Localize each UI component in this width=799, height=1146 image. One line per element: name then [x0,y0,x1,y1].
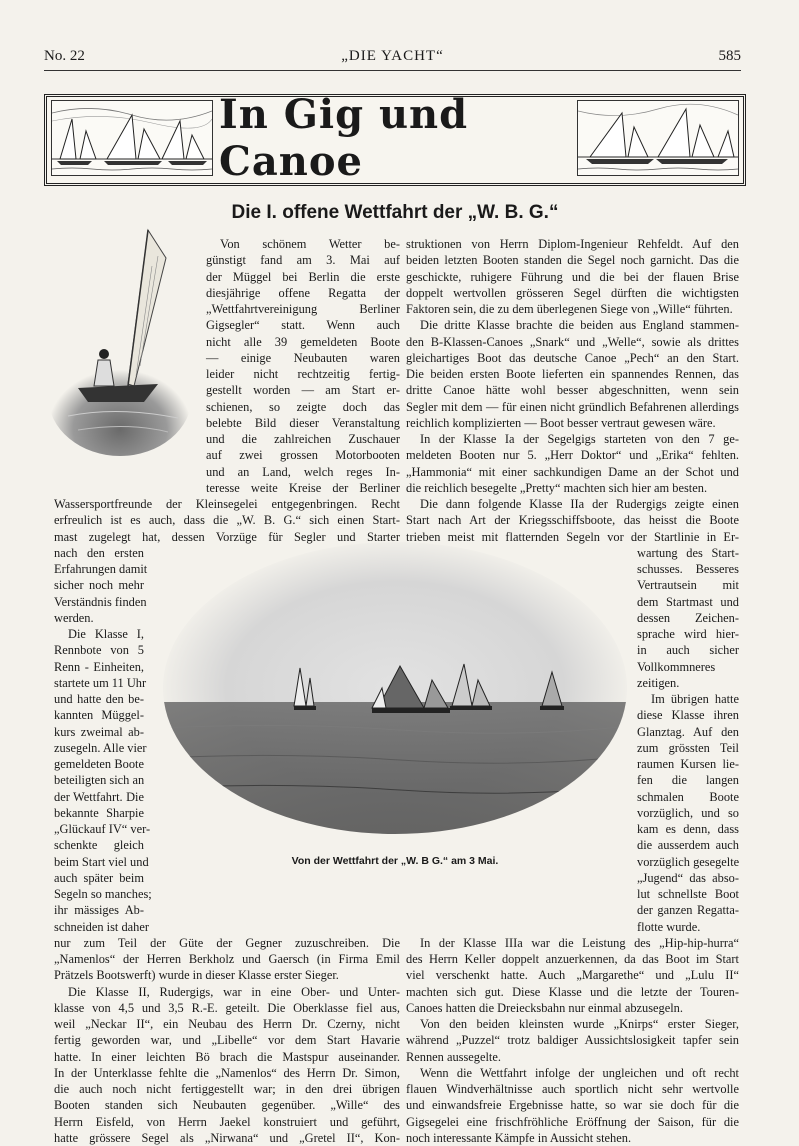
text-line: Booten standen sich Neubauten gegenüber. „Wille“ des [54,1098,400,1113]
page-number: 585 [718,48,741,64]
text-line: belebte Bild dieser Veranstaltung [206,415,400,430]
text-line: dritte Canoe hätte wohl besser abgeschnitten, wenn sein [406,383,739,398]
text-line: der ganzen Regatta- [637,903,739,918]
text-line: während „Puzzel“ trotz baldiger Aussichtslosigkeit tapfer sein [406,1033,739,1048]
text-line: teresse weite Kreise der Berliner [206,480,400,495]
section-title: In Gig und Canoe [219,91,469,185]
text-line: Vollkommneres [637,659,716,674]
text-line: zeitigen. [637,675,680,690]
text-line: Von schönem Wetter be- [220,237,400,251]
text-line: noch interessante Kämpfe in Aussicht stehen. [406,1130,632,1145]
text-line: der Müggel bei Berlin die erste [206,269,400,284]
text-line: Rennen aussegelte. [406,1049,501,1064]
sailboats-illustration-right [577,100,739,176]
text-line: hatte grössere Segel als „Nirwana“ und „Gretel II“, Kon- [54,1130,400,1145]
text-line: die auch noch nicht fertiggestellt war; in den drei übrigen [54,1082,400,1096]
article-title: Die I. offene Wettfahrt der „W. B. G.“ [231,202,559,223]
text-line: flauen Windverhältnisse auch sportlich nicht sehr wertvolle [406,1082,739,1096]
text-line: schneiden ist daher [54,919,149,934]
text-line: meldeten Booten nur 5. „Herr Doktor“ und „Erika“ fehlten. [406,448,739,463]
text-line: Rennbote von 5 [54,643,144,658]
text-line: Gigsegelei eine frischfröhliche Eröffnung der Saison, für die [406,1114,739,1129]
text-line: flotte wurde. [637,919,701,934]
text-line: In der Klasse IIIa war die Leistung des „Hip-hip-hurra“ [420,935,739,950]
text-line: Segeln so manches; [54,887,152,901]
text-line: kannten Müggel- [54,708,144,723]
text-line: — einige Neubauten waren [206,350,400,365]
text-line: des Herrn Keller doppelt anzuerkennen, da das Boot im Start [406,952,739,966]
text-line: wartung des Start- [637,545,739,560]
text-line: hatte. In einer leichten Bö brach die Mastspur auseinander. [54,1049,400,1064]
text-line: In der Klasse Ia der Segelgigs starteten von den 7 ge- [420,432,739,446]
text-line: schusses. Besseres [637,562,739,576]
text-line: Gigsegler“ statt. Wenn auch [206,318,400,333]
text-line: beteiligten sich an [54,773,145,788]
text-line: kam es denn, dass [637,822,739,836]
text-line: Glanztag. Auf den [637,724,739,739]
text-line: „Jugend“ das abso- [637,870,739,885]
text-line: weil „Neckar II“, ein Neubau des Herrn Dr. Czerny, nicht [54,1017,400,1031]
text-line: geschickte, ruhigere Führung und die bei der flauen Brise [406,269,739,284]
text-line: in auch sicher [637,643,739,658]
text-line: günstigt fand am 3. Mai auf [206,253,400,268]
single-sail-canoe-photo [48,226,198,456]
text-line: schmalen Boote [637,789,739,804]
text-line: auch später beim [54,870,144,885]
text-line: Faktoren sein, die zu dem überlegenen Siege von „Wille“ führten. [406,302,733,316]
text-line: die ausserdem auch [637,838,739,853]
text-line: Renn - Einheiten, [54,659,144,674]
text-line: bekannte Sharpie [54,805,144,820]
text-line: Herrn Eisfeld, von Herrn Jaekel konstruiert und geführt, [54,1114,400,1129]
text-line: schienen, so zeigte doch das [206,399,400,414]
regatta-photo [160,538,630,838]
text-line: In der Unterklasse fehlte die „Namenlos“ des Herrn Dr. Simon, [54,1065,400,1080]
section-banner [44,91,746,186]
text-line: beim Start viel und [54,854,149,869]
text-line: die reichlich besegelte „Pretty“ machten sich hier am besten. [406,480,708,495]
text-line: Die dann folgende Klasse IIa der Rudergigs zeigte einen [420,497,739,511]
text-line: mast zugelegt hat, dessen Vorzüge für Segler und Starter [54,529,400,544]
text-line: Im übrigen hatte [651,692,739,706]
text-line: Segler mit dem — für einen nicht gründlich Befahrenen allerdings [406,399,739,414]
text-line: Prätzels Bootswerft) wurde in dieser Klasse erster Sieger. [54,968,339,983]
text-line: dessen Zeichen- [637,610,739,625]
text-line: raumen Kursen lie- [637,757,739,771]
text-line: schenkte gleich [54,838,144,853]
text-line: Canoes hatten die Dreiecksbahn nur einmal abzusegeln. [406,1000,683,1015]
text-line: startete um 11 Uhr [54,675,147,690]
issue-number: No. 22 [44,48,85,64]
text-line: „Hammonia“ mit einer sachkundigen Dame an der Schot und [406,464,739,479]
text-line: leider nicht rechtzeitig fertig- [206,367,400,381]
text-line: Die Klasse I, [68,627,144,641]
text-line: Die beiden ersten Boote lieferten ein spannendes Rennen, das [406,367,739,381]
text-line: auf zwei grossen Motorbooten [206,448,400,463]
text-line: werden. [54,610,94,625]
text-line: „Glückauf IV“ ver- [54,822,151,836]
text-line: reichlich komplizierten — Boot besser vertraut gewesen wäre. [406,415,716,430]
text-line: Vertrautsein mit [637,578,739,593]
text-line: erfreulich ist es auch, dass die „W. B. G.“ sich einen Start- [54,513,400,528]
text-line: klasse von 4,5 und 3,5 R.-E. geteilt. Die Oberklasse fiel aus, [54,1000,400,1015]
text-line: und einwandsfreie Ergebnisse hatte, so war sie doch für die [406,1098,739,1113]
text-line: vorzüglich gesegelte [637,854,740,869]
text-line: viel verschenkt hatte. Auch „Margarethe“ und „Lulu II“ [406,968,739,983]
text-line: dem Startmast und [637,594,739,609]
text-line: beiden letzten Booten standen die Segel noch garnicht. Das die [406,253,739,268]
text-line: Wassersportfreunde der Kleinsegelei entgegenbringen. Recht [54,497,400,511]
text-line: Erfahrungen damit [54,562,148,576]
text-line: gleichartiges Boot das deutsche Canoe „Pech“ an den Start. [406,350,739,365]
text-line: fertig geworden war, und „Libelle“ vor dem Start Havarie [54,1033,400,1048]
photo-caption: Von der Wettfahrt der „W. B G.“ am 3 Mai. [291,855,499,867]
text-line: diese Klasse ihren [637,708,739,723]
text-line: doppelt wertvollen grösseren Segel dürften die wichtigsten [406,285,739,300]
text-line: lut schnellste Boot [637,887,739,901]
text-line: ihr mässiges Ab- [54,903,144,918]
sailboats-illustration-left [51,100,213,176]
text-line: zusegeln. Alle vier [54,740,147,755]
text-line: Verständnis finden [54,594,147,609]
text-line: den B-Klassen-Canoes „Snark“ und „Welle“, sowie als drittes [406,334,739,349]
text-line: Wenn die Wettfahrt infolge der ungleichen und oft recht [420,1065,739,1080]
text-line: nur zum Teil der Güte der Gegner zuzuschreiben. Die [54,935,400,950]
text-line: machten sich gut. Diese Klasse und die letzte der Touren- [406,984,739,999]
text-line: gestellt worden — am Start er- [206,383,400,398]
text-line: Die dritte Klasse brachte die beiden aus England stammen- [420,318,739,333]
text-line: nach den ersten [54,545,144,560]
text-line: kurs zweimal ab- [54,724,144,739]
text-line: struktionen von Herrn Diplom-Ingenieur Rehfeldt. Auf den [406,237,739,251]
text-line: Die Klasse II, Rudergigs, war in eine Ober- und Unter- [68,984,400,999]
text-line: „Namenlos“ der Herren Berkholz und Gaersch (in Firma Emil [54,952,400,966]
text-line: und hatte den be- [54,692,144,706]
text-line: „Wettfahrtvereinigung Berliner [206,302,400,316]
text-line: sicher noch mehr [54,578,144,593]
running-header [44,48,741,71]
text-line: vorzüglich, und so [637,805,739,820]
text-line: fen die langen [637,773,739,788]
journal-name: „DIE YACHT“ [341,48,444,64]
text-line: sprache wird hier- [637,627,739,641]
text-line: Von den beiden kleinsten wurde „Knirps“ erster Sieger, [420,1017,739,1031]
text-line: der Wettfahrt. Die [54,789,144,804]
text-line: zum grössten Teil [637,740,739,755]
text-line: und an Land, welch reges In- [206,464,400,479]
text-line: Start nach Art der Kriegsschiffsboote, das heisst die Boote [406,513,739,528]
text-line: diesjährige offene Regatta der [206,285,400,300]
text-line: gemeldeten Boote [54,757,144,771]
text-line: nicht alle 39 gemeldeten Boote [206,334,400,349]
text-line: trieben meist mit flatternden Segeln vor der Startlinie in Er- [406,529,739,544]
text-line: und die zahlreichen Zuschauer [206,432,400,446]
